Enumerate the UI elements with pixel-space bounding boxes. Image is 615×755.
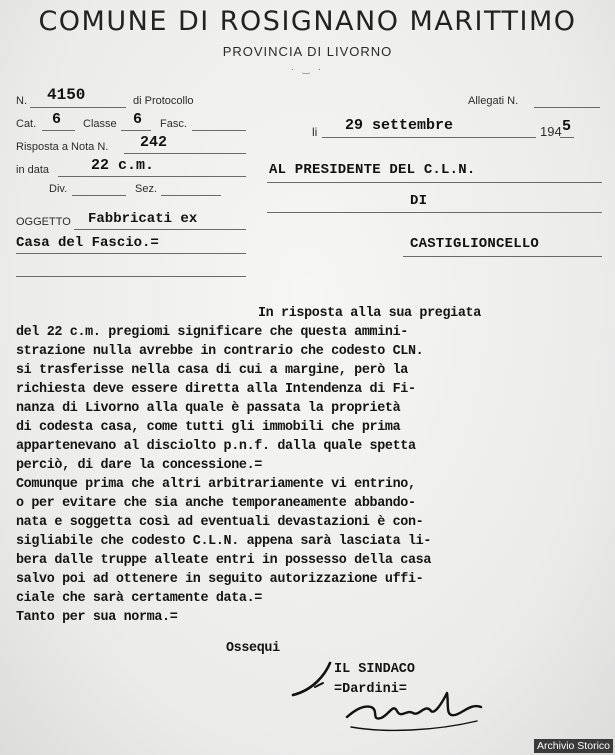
body-line: richiesta deve essere diretta alla Intendenza di Fi- bbox=[16, 382, 416, 397]
date-rule bbox=[322, 137, 536, 138]
fasc-label: Fasc. bbox=[160, 118, 187, 130]
allegati-label: Allegati N. bbox=[468, 95, 519, 107]
body-line: perciò, di dare la concessione.= bbox=[16, 458, 262, 473]
year-rule bbox=[560, 137, 574, 138]
date-value: 29 settembre bbox=[345, 117, 454, 134]
classe-value: 6 bbox=[133, 111, 143, 128]
body-line: In risposta alla sua pregiata bbox=[258, 306, 481, 321]
subject-line-1: Fabbricati ex bbox=[88, 211, 198, 227]
cat-rule bbox=[42, 130, 75, 131]
in-data-label: in data bbox=[16, 164, 50, 176]
body-line: ciale che sarà certamente data.= bbox=[16, 591, 262, 606]
year-suffix: 5 bbox=[562, 118, 572, 135]
body-line: del 22 c.m. pregiomi significare che questa ammini- bbox=[16, 325, 408, 340]
fasc-rule bbox=[192, 130, 246, 131]
subject-line-2: Casa del Fascio.= bbox=[16, 235, 159, 251]
div-label: Div. bbox=[49, 183, 68, 195]
sez-rule bbox=[161, 195, 221, 196]
cat-label: Cat. bbox=[16, 118, 37, 130]
risposta-label: Risposta a Nota N. bbox=[16, 141, 109, 153]
protocol-n-label: N. bbox=[16, 95, 27, 107]
subject-label: OGGETTO bbox=[16, 216, 71, 228]
signer-name: =Dardini= bbox=[334, 682, 407, 697]
body-line: sigliabile che codesto C.L.N. appena sarà lasciata li- bbox=[16, 534, 432, 549]
body-line: nata e soggetta così ad eventuali devastazioni è con- bbox=[16, 515, 424, 530]
subject-rule-1 bbox=[74, 229, 246, 230]
archive-watermark: Archivio Storico bbox=[534, 739, 613, 753]
protocol-n-rule bbox=[30, 107, 126, 108]
recipient-rule-1 bbox=[267, 182, 602, 183]
div-rule bbox=[72, 195, 126, 196]
recipient-rule-2 bbox=[267, 212, 602, 213]
recipient-line-2: DI bbox=[410, 193, 428, 209]
cat-value: 6 bbox=[52, 111, 62, 128]
body-line: appartenevano al disciolto p.n.f. dalla quale spetta bbox=[16, 439, 416, 454]
recipient-rule-3 bbox=[403, 256, 602, 257]
date-prefix: li bbox=[312, 125, 318, 139]
risposta-rule bbox=[124, 153, 246, 154]
in-data-value: 22 c.m. bbox=[91, 157, 155, 174]
signer-title: IL SINDACO bbox=[334, 662, 416, 677]
body-line: salvo poi ad ottenere in seguito autorizzazione uffi- bbox=[16, 572, 424, 587]
letterhead-subtitle: PROVINCIA DI LIVORNO bbox=[222, 44, 393, 59]
body-line: bera dalle truppe alleate entri in possesso della casa bbox=[16, 553, 432, 568]
body-line: Tanto per sua norma.= bbox=[16, 610, 178, 625]
recipient-line-3: CASTIGLIONCELLO bbox=[410, 236, 540, 252]
body-line: nanza di Livorno alla quale è passata la proprietà bbox=[16, 401, 401, 416]
body-line: o per evitare che sia anche temporaneamente abbando- bbox=[16, 496, 416, 511]
in-data-rule bbox=[58, 176, 246, 177]
letterhead-ornament: · ‿ · bbox=[290, 64, 325, 74]
subject-rule-2 bbox=[16, 253, 246, 254]
protocollo-label: di Protocollo bbox=[133, 95, 194, 107]
body-line: si trasferisse nella casa di cui a margine, però la bbox=[16, 363, 408, 378]
handwritten-signature bbox=[285, 655, 505, 745]
classe-rule bbox=[121, 130, 151, 131]
subject-rule-3 bbox=[16, 276, 246, 277]
letterhead-title: COMUNE DI ROSIGNANO MARITTIMO bbox=[38, 6, 577, 37]
year-prefix: 194 bbox=[540, 124, 562, 139]
risposta-value: 242 bbox=[140, 134, 168, 151]
protocol-number: 4150 bbox=[47, 86, 86, 104]
body-line: di codesta casa, come tutti gli immobili che prima bbox=[16, 420, 401, 435]
body-line: strazione nulla avrebbe in contrario che codesto CLN. bbox=[16, 344, 424, 359]
closing-ossequi: Ossequi bbox=[226, 641, 280, 656]
classe-label: Classe bbox=[83, 118, 117, 130]
body-line: Comunque prima che altri arbitrariamente vi entrino, bbox=[16, 477, 416, 492]
sez-label: Sez. bbox=[135, 183, 158, 195]
allegati-rule bbox=[534, 107, 600, 108]
recipient-line-1: AL PRESIDENTE DEL C.L.N. bbox=[269, 162, 476, 178]
